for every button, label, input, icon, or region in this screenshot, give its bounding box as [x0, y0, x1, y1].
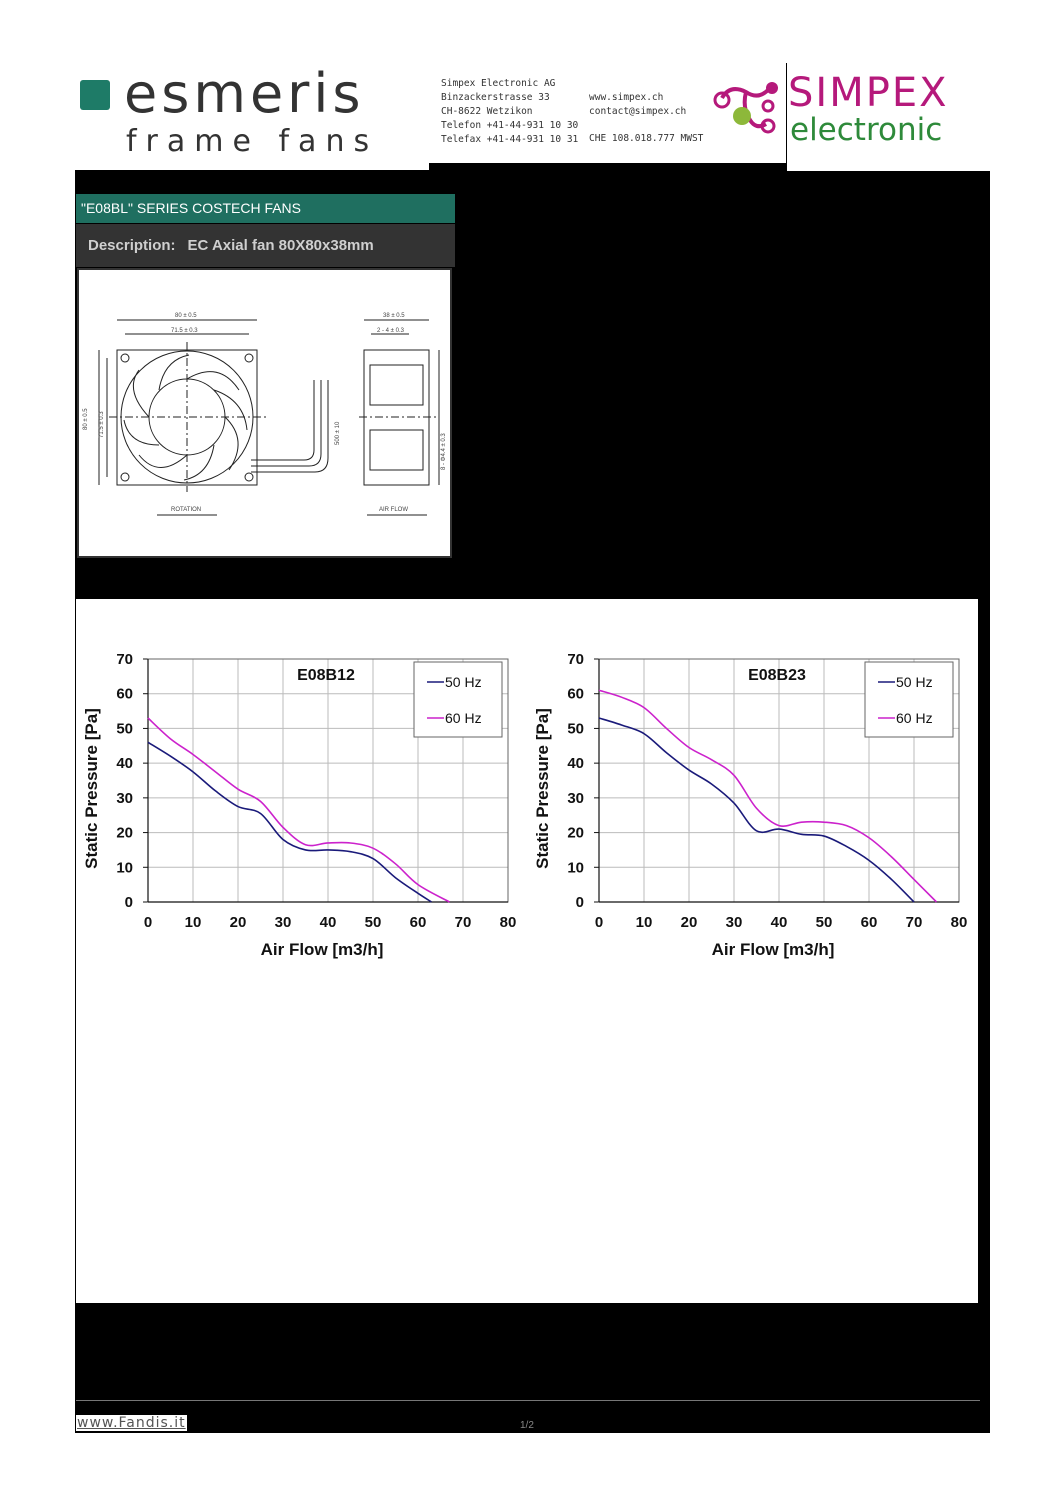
legend-label: 50 Hz [445, 674, 482, 690]
y-tick-label: 0 [575, 894, 584, 911]
simpex-logo-word: SIMPEX [788, 70, 949, 116]
x-tick-label: 40 [319, 914, 337, 931]
address-line: Telefax +41-44-931 10 31 [441, 134, 579, 145]
x-tick-label: 60 [860, 914, 878, 931]
x-tick-label: 50 [815, 914, 833, 931]
address-line: Binzackerstrasse 33 [441, 92, 550, 103]
footer-divider [76, 1400, 980, 1401]
x-tick-label: 80 [499, 914, 517, 931]
simpex-logo-subtitle: electronic [790, 112, 943, 148]
x-tick-label: 50 [364, 914, 382, 931]
y-axis-label: Static Pressure [Pa] [82, 708, 101, 869]
x-tick-label: 0 [143, 914, 153, 931]
y-tick-label: 70 [116, 651, 133, 668]
y-tick-label: 20 [116, 824, 133, 842]
x-tick-label: 10 [635, 914, 653, 931]
x-tick-label: 40 [770, 914, 788, 931]
x-tick-label: 20 [680, 914, 698, 931]
x-tick-label: 60 [409, 914, 427, 931]
page-number: 1/2 [520, 1420, 534, 1431]
esmeris-logo-subtitle: frame fans [126, 124, 379, 159]
y-tick-label: 0 [124, 894, 133, 911]
x-tick-label: 70 [454, 914, 472, 931]
vat-number: CHE 108.018.777 MWST [589, 133, 704, 144]
dim-hole-label: 71.5 ± 0.3 [171, 328, 198, 334]
esmeris-logo-word: esmeris [124, 62, 365, 125]
dim-height-label: 80 ± 0.5 [83, 408, 89, 430]
company-web [589, 91, 686, 119]
x-axis-label: Air Flow [m3/h] [711, 940, 835, 959]
dim-flange-label: 2 - 4 ± 0.3 [377, 328, 404, 334]
series-title: "E08BL" SERIES COSTECH FANS [76, 194, 455, 223]
footer-website-link[interactable]: www.Fandis.it [77, 1415, 186, 1431]
x-tick-label: 70 [905, 914, 923, 931]
fan-technical-drawing [79, 270, 450, 556]
y-tick-label: 10 [567, 859, 584, 877]
legend-label: 60 Hz [896, 710, 933, 726]
airflow-label: AIR FLOW [379, 507, 409, 513]
x-tick-label: 30 [725, 914, 743, 931]
x-tick-label: 10 [184, 914, 202, 931]
y-tick-label: 60 [116, 685, 133, 703]
charts-panel [76, 599, 978, 1303]
website-link[interactable]: www.simpex.ch [589, 92, 664, 103]
y-tick-label: 50 [116, 720, 133, 738]
dim-hole-v-label: 71.5 ± 0.3 [99, 411, 105, 438]
mount-hole [121, 354, 129, 362]
y-tick-label: 20 [567, 824, 584, 842]
mount-hole [121, 473, 129, 481]
side-rib [370, 430, 423, 470]
x-tick-label: 80 [950, 914, 968, 931]
description-value: EC Axial fan 80X80x38mm [187, 237, 374, 254]
esmeris-square-icon [80, 80, 110, 110]
x-axis-label: Air Flow [m3/h] [260, 940, 384, 959]
description-label: Description: [88, 237, 176, 254]
legend-label: 50 Hz [896, 674, 933, 690]
x-tick-label: 30 [274, 914, 292, 931]
mount-hole [245, 473, 253, 481]
chart-e08b23 [527, 599, 978, 1303]
simpex-molecule-icon [712, 76, 786, 140]
y-tick-label: 30 [116, 789, 133, 807]
company-address [441, 77, 578, 147]
dim-depth-label: 38 ± 0.5 [383, 313, 405, 319]
legend-label: 60 Hz [445, 710, 482, 726]
y-tick-label: 40 [116, 755, 133, 773]
side-rib [370, 365, 423, 405]
y-tick-label: 30 [567, 789, 584, 807]
address-line: Simpex Electronic AG [441, 78, 556, 89]
chart-title: E08B23 [748, 667, 806, 684]
address-line: Telefon +41-44-931 10 30 [441, 120, 579, 131]
series-line [599, 718, 914, 902]
chart-title: E08B12 [297, 667, 355, 684]
chart-e08b12 [76, 599, 527, 1303]
address-line: CH-8622 Wetzikon [441, 106, 533, 117]
x-tick-label: 0 [594, 914, 604, 931]
description-bar [76, 224, 455, 267]
dim-wire-label: 500 ± 10 [335, 421, 341, 445]
fan-cable [251, 380, 328, 472]
series-line [148, 742, 432, 902]
email-link[interactable]: contact@simpex.ch [589, 106, 687, 117]
fan-cable [251, 380, 321, 466]
y-tick-label: 10 [116, 859, 133, 877]
y-tick-label: 60 [567, 685, 584, 703]
rotation-label: ROTATION [171, 507, 202, 513]
fan-drawing-panel [77, 268, 452, 558]
y-tick-label: 70 [567, 651, 584, 668]
y-tick-label: 50 [567, 720, 584, 738]
fan-cable [251, 380, 314, 460]
x-tick-label: 20 [229, 914, 247, 931]
y-tick-label: 40 [567, 755, 584, 773]
y-axis-label: Static Pressure [Pa] [533, 708, 552, 869]
dim-hole-dia-label: 8 - Φ4.4 ± 0.3 [441, 433, 447, 470]
mount-hole [245, 354, 253, 362]
dim-width-label: 80 ± 0.5 [175, 313, 197, 319]
